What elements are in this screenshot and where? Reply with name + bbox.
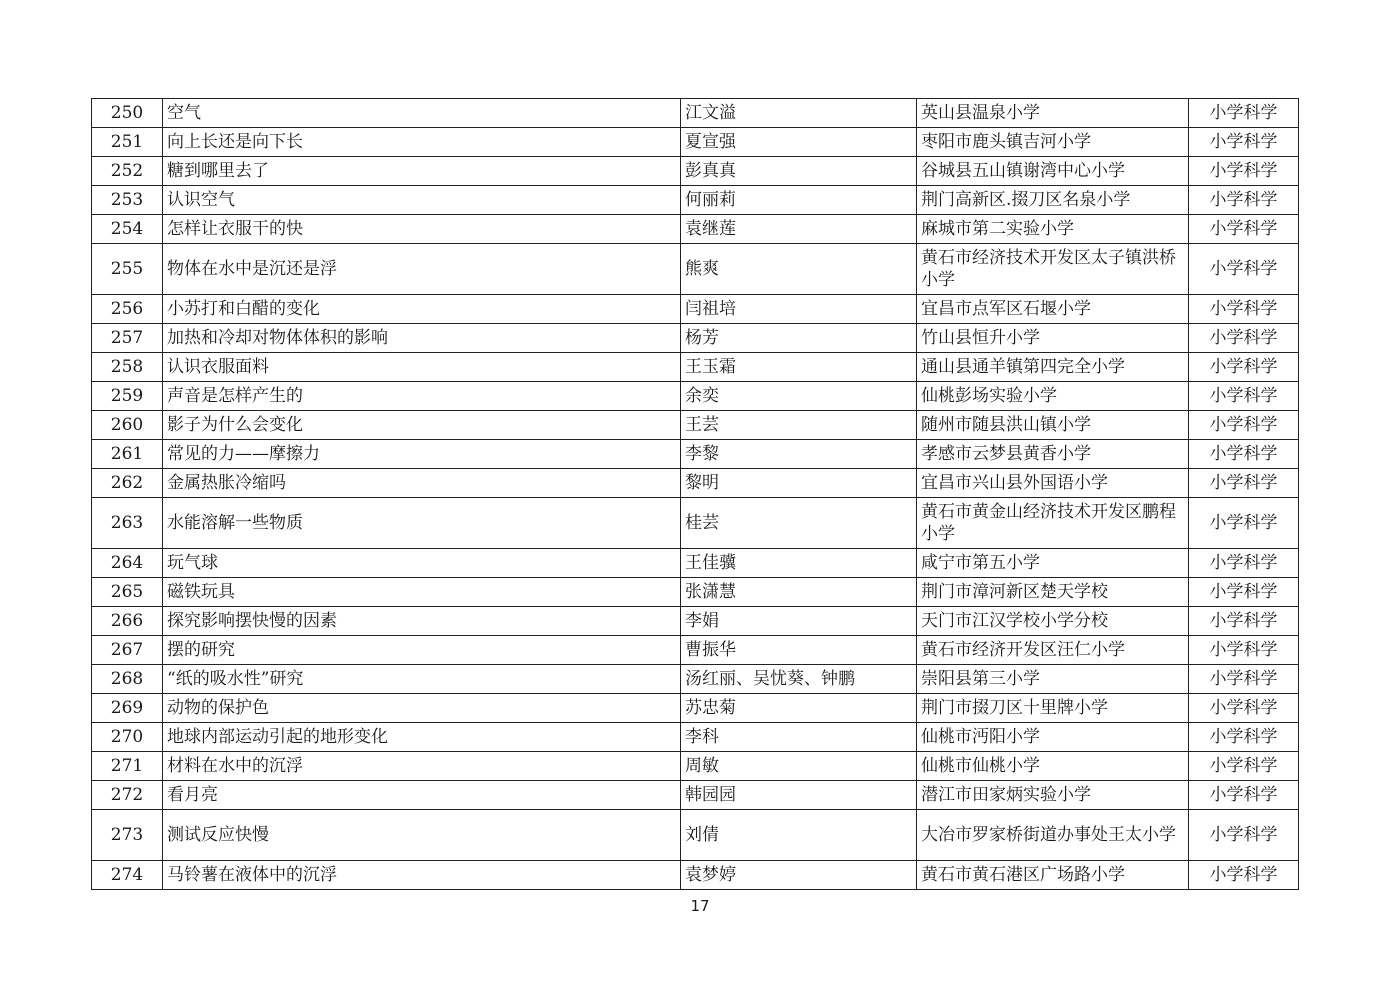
entry-school: 荆门市掇刀区十里牌小学	[917, 694, 1189, 723]
entry-author: 彭真真	[681, 157, 917, 186]
entry-school: 孝感市云梦县黄香小学	[917, 440, 1189, 469]
table-row	[92, 578, 1299, 607]
table-row	[92, 353, 1299, 382]
entry-author: 熊爽	[681, 244, 917, 295]
entry-author: 袁梦婷	[681, 861, 917, 890]
entry-title: 马铃薯在液体中的沉浮	[163, 861, 681, 890]
entry-number: 259	[92, 382, 163, 411]
entry-title: 物体在水中是沉还是浮	[163, 244, 681, 295]
entry-subject: 小学科学	[1189, 723, 1299, 752]
entry-author: 桂芸	[681, 498, 917, 549]
entry-title: 怎样让衣服干的快	[163, 215, 681, 244]
entry-subject: 小学科学	[1189, 128, 1299, 157]
entry-author: 黎明	[681, 469, 917, 498]
table-row	[92, 411, 1299, 440]
entry-author: 汤红丽、吴忧葵、钟鹏	[681, 665, 917, 694]
entry-school: 随州市随县洪山镇小学	[917, 411, 1189, 440]
entry-subject: 小学科学	[1189, 781, 1299, 810]
entry-subject: 小学科学	[1189, 99, 1299, 128]
entry-author: 袁继莲	[681, 215, 917, 244]
entry-number: 258	[92, 353, 163, 382]
entry-number: 266	[92, 607, 163, 636]
entry-number: 257	[92, 324, 163, 353]
entry-subject: 小学科学	[1189, 694, 1299, 723]
entry-subject: 小学科学	[1189, 469, 1299, 498]
table-row	[92, 694, 1299, 723]
entry-subject: 小学科学	[1189, 752, 1299, 781]
entry-title: 金属热胀冷缩吗	[163, 469, 681, 498]
entry-school: 大冶市罗家桥街道办事处王太小学	[917, 810, 1189, 861]
entry-subject: 小学科学	[1189, 636, 1299, 665]
table-row	[92, 810, 1299, 861]
table-row	[92, 636, 1299, 665]
table-row	[92, 215, 1299, 244]
table-row	[92, 324, 1299, 353]
entry-title: 加热和冷却对物体体积的影响	[163, 324, 681, 353]
entry-number: 274	[92, 861, 163, 890]
entry-subject: 小学科学	[1189, 861, 1299, 890]
entry-author: 何丽莉	[681, 186, 917, 215]
entry-author: 苏忠菊	[681, 694, 917, 723]
entry-subject: 小学科学	[1189, 607, 1299, 636]
entry-title: 小苏打和白醋的变化	[163, 295, 681, 324]
entry-school: 谷城县五山镇谢湾中心小学	[917, 157, 1189, 186]
entry-number: 261	[92, 440, 163, 469]
entry-number: 254	[92, 215, 163, 244]
entry-title: 看月亮	[163, 781, 681, 810]
entry-school: 黄石市黄金山经济技术开发区鹏程小学	[917, 498, 1189, 549]
entry-title: 玩气球	[163, 549, 681, 578]
entry-subject: 小学科学	[1189, 411, 1299, 440]
entry-number: 253	[92, 186, 163, 215]
entry-school: 黄石市经济开发区汪仁小学	[917, 636, 1189, 665]
entry-author: 刘倩	[681, 810, 917, 861]
entry-title: 认识衣服面料	[163, 353, 681, 382]
table-row	[92, 861, 1299, 890]
entry-number: 273	[92, 810, 163, 861]
entry-author: 李黎	[681, 440, 917, 469]
entry-number: 270	[92, 723, 163, 752]
entry-school: 荆门市漳河新区楚天学校	[917, 578, 1189, 607]
entry-title: 磁铁玩具	[163, 578, 681, 607]
entry-school: 崇阳县第三小学	[917, 665, 1189, 694]
entry-subject: 小学科学	[1189, 578, 1299, 607]
table-row	[92, 244, 1299, 295]
entry-author: 杨芳	[681, 324, 917, 353]
entry-number: 260	[92, 411, 163, 440]
entry-school: 荆门高新区.掇刀区名泉小学	[917, 186, 1189, 215]
table-row	[92, 723, 1299, 752]
entry-school: 咸宁市第五小学	[917, 549, 1189, 578]
entry-author: 夏宣强	[681, 128, 917, 157]
entry-title: 测试反应快慢	[163, 810, 681, 861]
entry-school: 宜昌市兴山县外国语小学	[917, 469, 1189, 498]
table-row	[92, 157, 1299, 186]
entry-title: 动物的保护色	[163, 694, 681, 723]
table-row	[92, 498, 1299, 549]
entry-school: 天门市江汉学校小学分校	[917, 607, 1189, 636]
entry-subject: 小学科学	[1189, 810, 1299, 861]
entry-title: 向上长还是向下长	[163, 128, 681, 157]
table-row	[92, 99, 1299, 128]
entry-author: 韩园园	[681, 781, 917, 810]
entry-author: 张潇慧	[681, 578, 917, 607]
table-row	[92, 186, 1299, 215]
table-row	[92, 549, 1299, 578]
table-row	[92, 607, 1299, 636]
table-row	[92, 295, 1299, 324]
entry-number: 255	[92, 244, 163, 295]
entry-number: 250	[92, 99, 163, 128]
entry-subject: 小学科学	[1189, 295, 1299, 324]
table-row	[92, 382, 1299, 411]
entry-author: 王玉霜	[681, 353, 917, 382]
entry-number: 264	[92, 549, 163, 578]
entry-subject: 小学科学	[1189, 324, 1299, 353]
entry-subject: 小学科学	[1189, 440, 1299, 469]
entry-title: 声音是怎样产生的	[163, 382, 681, 411]
entry-school: 潜江市田家炳实验小学	[917, 781, 1189, 810]
entry-number: 252	[92, 157, 163, 186]
entry-author: 李娟	[681, 607, 917, 636]
entry-number: 256	[92, 295, 163, 324]
entry-school: 通山县通羊镇第四完全小学	[917, 353, 1189, 382]
entry-subject: 小学科学	[1189, 382, 1299, 411]
entry-school: 黄石市经济技术开发区太子镇洪桥小学	[917, 244, 1189, 295]
entry-author: 闫祖培	[681, 295, 917, 324]
entry-school: 枣阳市鹿头镇吉河小学	[917, 128, 1189, 157]
entry-title: 水能溶解一些物质	[163, 498, 681, 549]
entry-title: “纸的吸水性”研究	[163, 665, 681, 694]
entry-number: 262	[92, 469, 163, 498]
entry-number: 269	[92, 694, 163, 723]
table-row	[92, 665, 1299, 694]
entry-subject: 小学科学	[1189, 186, 1299, 215]
entry-subject: 小学科学	[1189, 498, 1299, 549]
entry-school: 麻城市第二实验小学	[917, 215, 1189, 244]
awards-table	[91, 98, 1299, 890]
table-row	[92, 781, 1299, 810]
table-row	[92, 469, 1299, 498]
entry-title: 摆的研究	[163, 636, 681, 665]
entry-title: 常见的力——摩擦力	[163, 440, 681, 469]
entry-school: 竹山县恒升小学	[917, 324, 1189, 353]
entry-title: 糖到哪里去了	[163, 157, 681, 186]
table-body	[92, 99, 1299, 890]
entry-number: 268	[92, 665, 163, 694]
entry-school: 宜昌市点军区石堰小学	[917, 295, 1189, 324]
entry-title: 认识空气	[163, 186, 681, 215]
entry-subject: 小学科学	[1189, 353, 1299, 382]
entry-title: 材料在水中的沉浮	[163, 752, 681, 781]
entry-author: 李科	[681, 723, 917, 752]
entry-subject: 小学科学	[1189, 549, 1299, 578]
entry-school: 黄石市黄石港区广场路小学	[917, 861, 1189, 890]
entry-author: 余奕	[681, 382, 917, 411]
entry-title: 探究影响摆快慢的因素	[163, 607, 681, 636]
entry-subject: 小学科学	[1189, 665, 1299, 694]
entry-subject: 小学科学	[1189, 215, 1299, 244]
entry-author: 王芸	[681, 411, 917, 440]
entry-number: 267	[92, 636, 163, 665]
entry-title: 空气	[163, 99, 681, 128]
entry-title: 地球内部运动引起的地形变化	[163, 723, 681, 752]
entry-subject: 小学科学	[1189, 244, 1299, 295]
entry-school: 仙桃市仙桃小学	[917, 752, 1189, 781]
entry-number: 271	[92, 752, 163, 781]
page-number: 17	[690, 897, 710, 915]
entry-number: 272	[92, 781, 163, 810]
entry-author: 曹振华	[681, 636, 917, 665]
entry-number: 265	[92, 578, 163, 607]
entry-subject: 小学科学	[1189, 157, 1299, 186]
entry-title: 影子为什么会变化	[163, 411, 681, 440]
entry-school: 英山县温泉小学	[917, 99, 1189, 128]
entry-author: 王佳骥	[681, 549, 917, 578]
entry-author: 周敏	[681, 752, 917, 781]
entry-author: 江文溢	[681, 99, 917, 128]
table-row	[92, 440, 1299, 469]
entry-school: 仙桃市沔阳小学	[917, 723, 1189, 752]
entry-number: 251	[92, 128, 163, 157]
table-row	[92, 128, 1299, 157]
entry-number: 263	[92, 498, 163, 549]
table-row	[92, 752, 1299, 781]
entry-school: 仙桃彭场实验小学	[917, 382, 1189, 411]
